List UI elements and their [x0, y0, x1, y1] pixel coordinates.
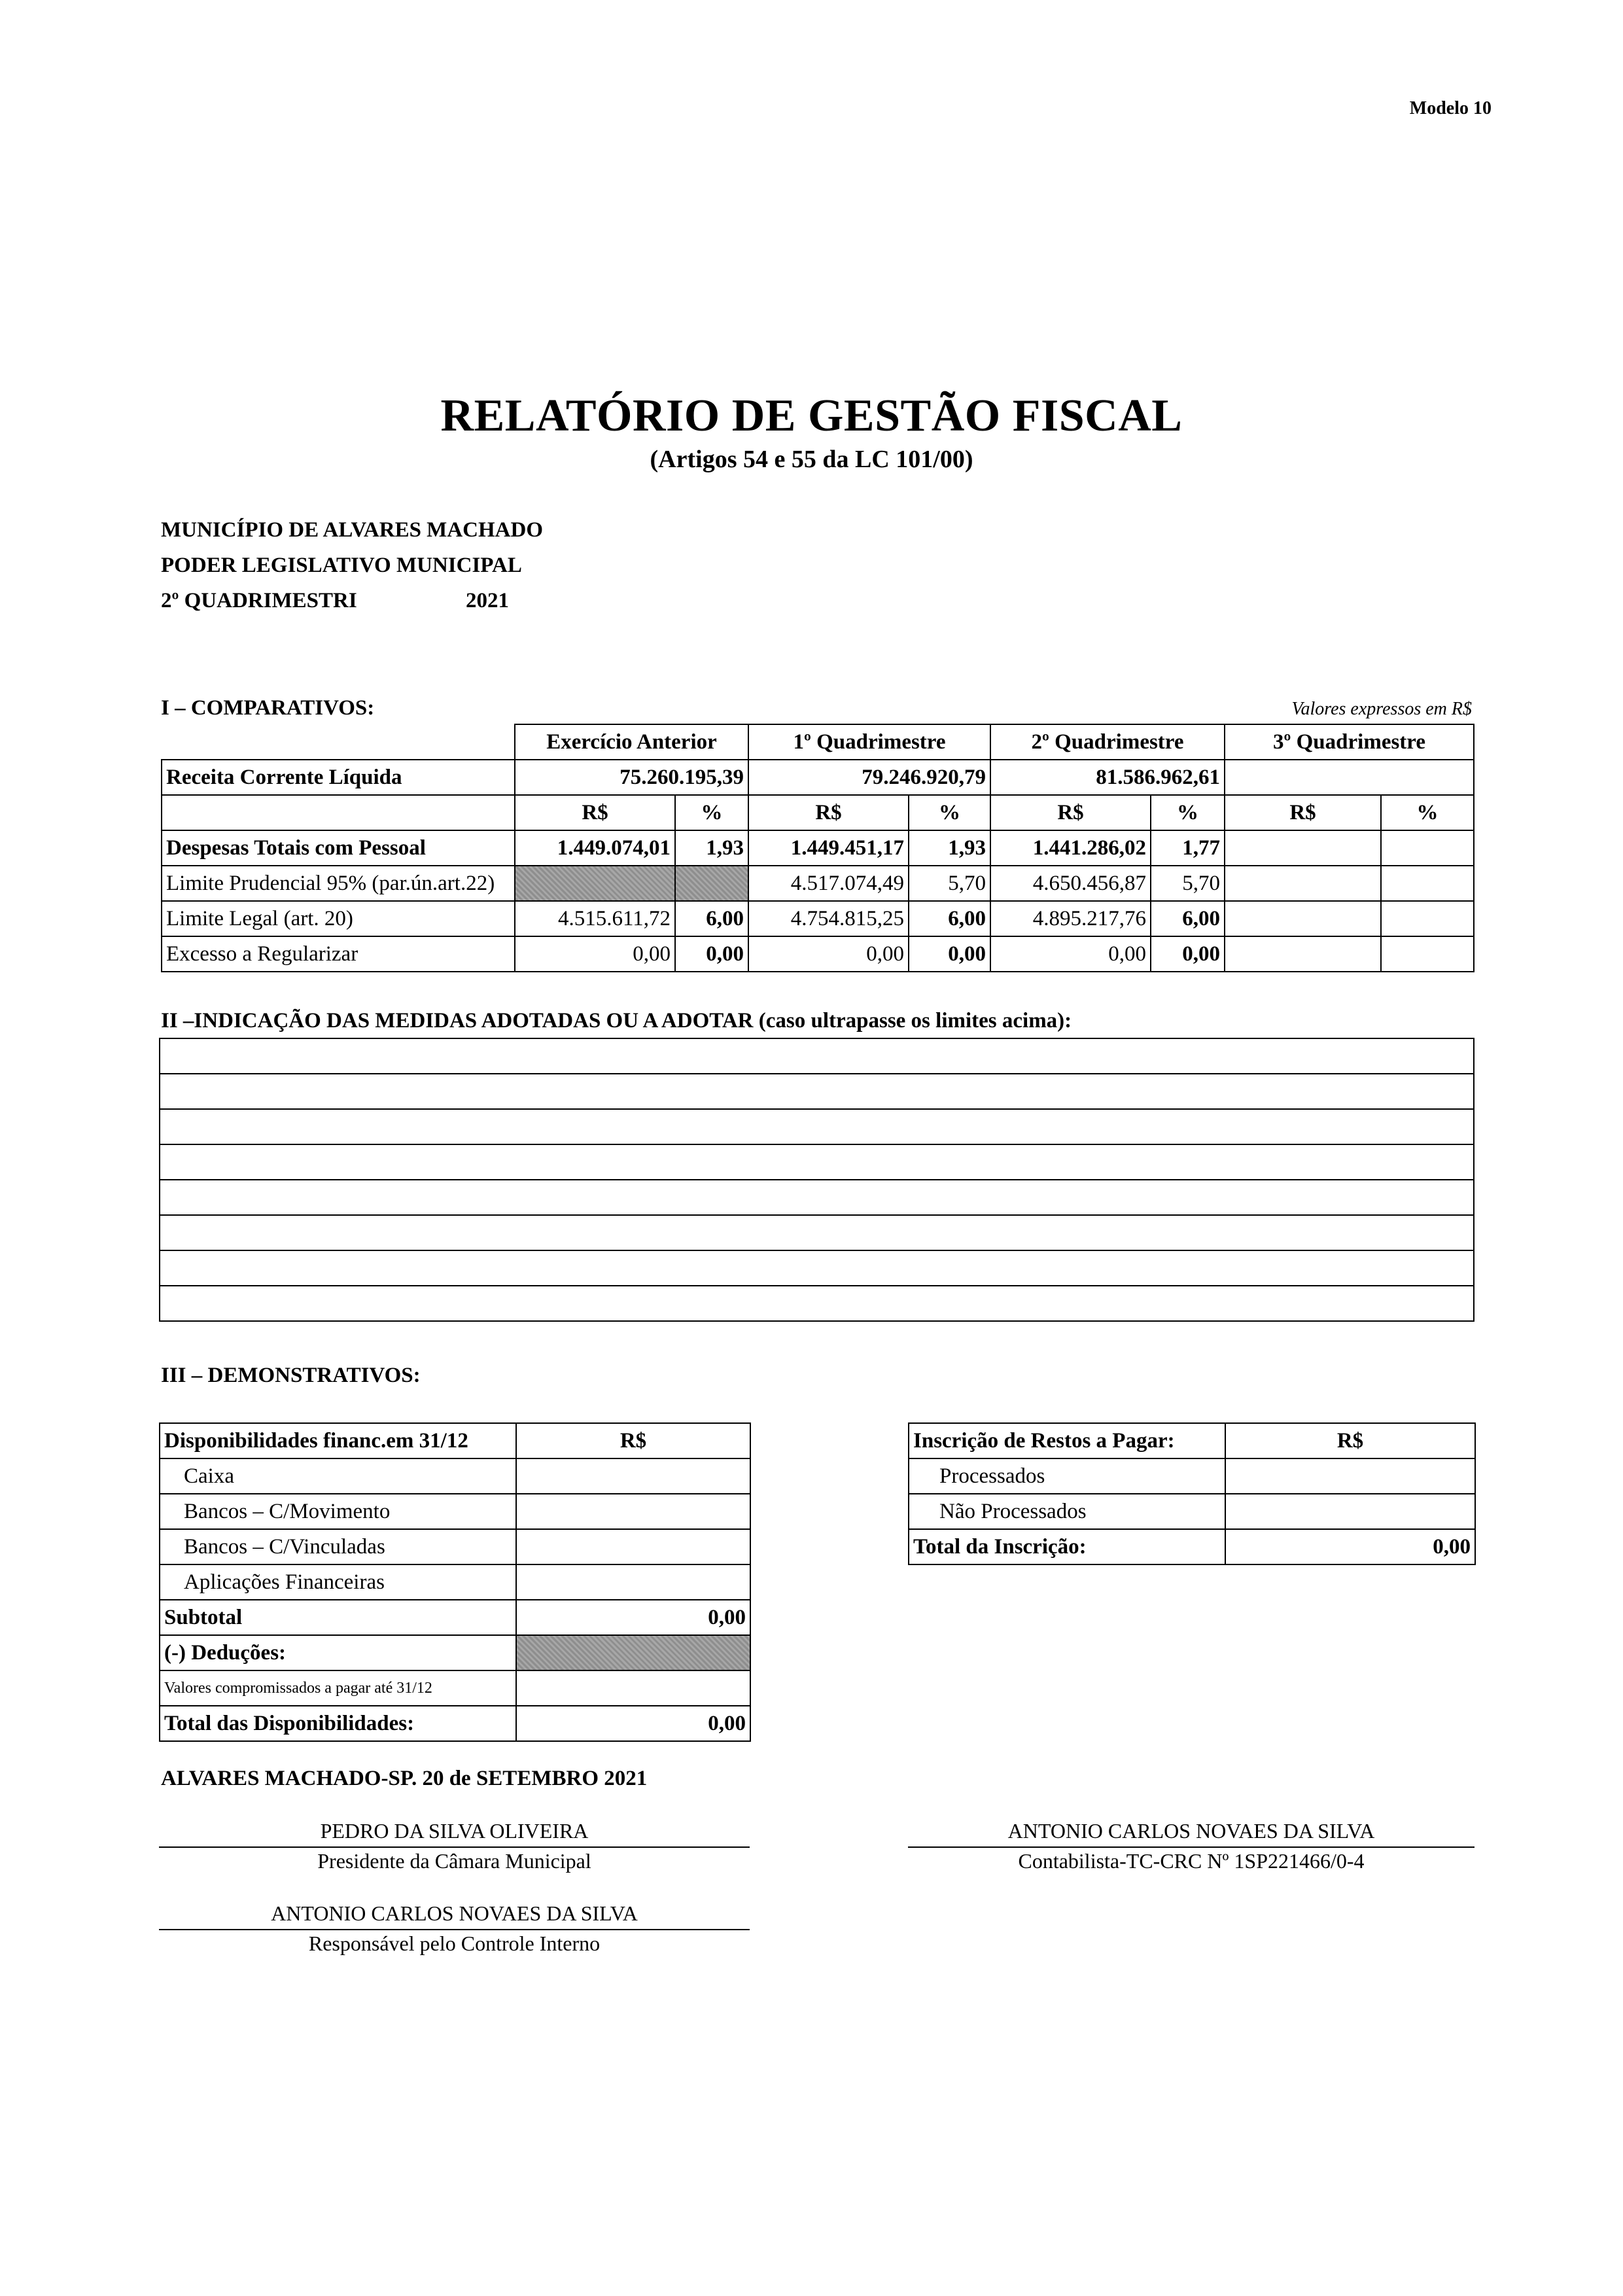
col-rs: R$	[748, 795, 909, 830]
rcl-value: 79.246.920,79	[748, 760, 990, 795]
col-rs: R$	[515, 795, 675, 830]
excesso-row	[162, 936, 1474, 972]
signature-name-control: ANTONIO CARLOS NOVAES DA SILVA	[159, 1901, 750, 1930]
shaded-cell	[675, 866, 748, 901]
medidas-cell[interactable]	[160, 1109, 1474, 1144]
empty-cell	[162, 795, 515, 830]
bancos-vinculadas-value[interactable]	[516, 1529, 750, 1564]
pct-cell: 0,00	[675, 936, 748, 972]
medidas-line[interactable]	[160, 1109, 1474, 1144]
section-medidas-title: II –INDICAÇÃO DAS MEDIDAS ADOTADAS OU A ADOTAR (caso ultrapasse os limites acima):	[161, 1009, 1072, 1033]
empty-cell	[162, 724, 515, 760]
medidas-cell[interactable]	[160, 1286, 1474, 1321]
value-cell: 1.449.074,01	[515, 830, 675, 866]
currency-note: Valores expressos em R$	[1291, 699, 1472, 719]
pct-cell	[1381, 830, 1474, 866]
pct-cell: 5,70	[909, 866, 990, 901]
caixa-value[interactable]	[516, 1458, 750, 1494]
value-cell: 0,00	[515, 936, 675, 972]
medidas-cell[interactable]	[160, 1038, 1474, 1074]
model-number: Modelo 10	[1409, 98, 1492, 118]
col-rs: R$	[990, 795, 1151, 830]
total-disponibilidades-value: 0,00	[516, 1706, 750, 1741]
value-cell	[1225, 830, 1381, 866]
total-inscricao-value: 0,00	[1225, 1529, 1475, 1564]
value-cell: 0,00	[748, 936, 909, 972]
period-header: Exercício Anterior	[515, 724, 748, 760]
pct-cell: 6,00	[909, 901, 990, 936]
medidas-cell[interactable]	[160, 1074, 1474, 1109]
pct-cell: 5,70	[1151, 866, 1225, 901]
value-cell: 4.754.815,25	[748, 901, 909, 936]
inscr-header-label: Inscrição de Restos a Pagar:	[909, 1423, 1225, 1458]
rcl-value: 81.586.962,61	[990, 760, 1225, 795]
period-label: 2º QUADRIMESTRI	[161, 589, 357, 612]
subtotal-label: Subtotal	[160, 1600, 516, 1635]
row-label: Excesso a Regularizar	[162, 936, 515, 972]
medidas-table	[159, 1038, 1475, 1322]
medidas-cell[interactable]	[160, 1215, 1474, 1250]
nao-processados-value[interactable]	[1225, 1494, 1475, 1529]
disponibilidades-table	[159, 1422, 751, 1742]
value-cell	[1225, 936, 1381, 972]
medidas-line[interactable]	[160, 1286, 1474, 1321]
pct-cell	[1381, 936, 1474, 972]
limite-prudencial-row	[162, 866, 1474, 901]
signature-name-president: PEDRO DA SILVA OLIVEIRA	[159, 1819, 750, 1848]
value-cell: 4.515.611,72	[515, 901, 675, 936]
processados-value[interactable]	[1225, 1458, 1475, 1494]
processados-label: Processados	[909, 1458, 1225, 1494]
deducoes-label: (-) Deduções:	[160, 1635, 516, 1670]
rcl-value: 75.260.195,39	[515, 760, 748, 795]
disp-header-label: Disponibilidades financ.em 31/12	[160, 1423, 516, 1458]
bancos-movimento-value[interactable]	[516, 1494, 750, 1529]
col-pct: %	[675, 795, 748, 830]
shaded-cell	[516, 1635, 750, 1670]
disp-header-value: R$	[516, 1423, 750, 1458]
pct-cell: 1,93	[675, 830, 748, 866]
medidas-line[interactable]	[160, 1180, 1474, 1215]
despesas-row	[162, 830, 1474, 866]
medidas-cell[interactable]	[160, 1144, 1474, 1180]
period-year: 2021	[466, 589, 509, 612]
subtotal-value: 0,00	[516, 1600, 750, 1635]
period-header: 3º Quadrimestre	[1225, 724, 1474, 760]
pct-cell: 0,00	[909, 936, 990, 972]
value-cell: 4.517.074,49	[748, 866, 909, 901]
bancos-movimento-label: Bancos – C/Movimento	[160, 1494, 516, 1529]
col-pct: %	[1381, 795, 1474, 830]
medidas-line[interactable]	[160, 1074, 1474, 1109]
medidas-line[interactable]	[160, 1250, 1474, 1286]
row-label: Despesas Totais com Pessoal	[162, 830, 515, 866]
valores-compromissados-label: Valores compromissados a pagar até 31/12	[160, 1670, 516, 1706]
medidas-line[interactable]	[160, 1215, 1474, 1250]
period-header: 2º Quadrimestre	[990, 724, 1225, 760]
bancos-vinculadas-label: Bancos – C/Vinculadas	[160, 1529, 516, 1564]
section-demonstrativos-title: III – DEMONSTRATIVOS:	[161, 1364, 421, 1387]
row-label: Limite Prudencial 95% (par.ún.art.22)	[162, 866, 515, 901]
rcl-row	[162, 760, 1474, 795]
pct-cell: 0,00	[1151, 936, 1225, 972]
medidas-cell[interactable]	[160, 1180, 1474, 1215]
inscr-header-value: R$	[1225, 1423, 1475, 1458]
pct-cell: 6,00	[1151, 901, 1225, 936]
units-row	[162, 795, 1474, 830]
page-subtitle: (Artigos 54 e 55 da LC 101/00)	[650, 446, 973, 473]
medidas-line[interactable]	[160, 1038, 1474, 1074]
nao-processados-label: Não Processados	[909, 1494, 1225, 1529]
medidas-cell[interactable]	[160, 1250, 1474, 1286]
medidas-line[interactable]	[160, 1144, 1474, 1180]
pct-cell	[1381, 866, 1474, 901]
limite-legal-row	[162, 901, 1474, 936]
inscricao-table	[908, 1422, 1476, 1565]
period-header: 1º Quadrimestre	[748, 724, 990, 760]
page-title: RELATÓRIO DE GESTÃO FISCAL	[440, 391, 1183, 441]
caixa-label: Caixa	[160, 1458, 516, 1494]
signature-name-accountant: ANTONIO CARLOS NOVAES DA SILVA	[908, 1819, 1475, 1848]
municipality-name: MUNICÍPIO DE ALVARES MACHADO	[161, 518, 543, 542]
shaded-cell	[515, 866, 675, 901]
col-pct: %	[1151, 795, 1225, 830]
value-cell	[1225, 866, 1381, 901]
row-label: Limite Legal (art. 20)	[162, 901, 515, 936]
valores-compromissados-value[interactable]	[516, 1670, 750, 1706]
total-inscricao-label: Total da Inscrição:	[909, 1529, 1225, 1564]
signature-role-control: Responsável pelo Controle Interno	[308, 1932, 601, 1955]
rcl-value	[1225, 760, 1474, 795]
value-cell: 1.441.286,02	[990, 830, 1151, 866]
value-cell: 4.650.456,87	[990, 866, 1151, 901]
aplicacoes-value[interactable]	[516, 1564, 750, 1600]
rcl-label: Receita Corrente Líquida	[162, 760, 515, 795]
value-cell: 0,00	[990, 936, 1151, 972]
pct-cell: 6,00	[675, 901, 748, 936]
pct-cell	[1381, 901, 1474, 936]
pct-cell: 1,93	[909, 830, 990, 866]
period-header-row	[162, 724, 1474, 760]
total-disponibilidades-label: Total das Disponibilidades:	[160, 1706, 516, 1741]
branch-name: PODER LEGISLATIVO MUNICIPAL	[161, 554, 522, 577]
value-cell	[1225, 901, 1381, 936]
signature-role-accountant: Contabilista-TC-CRC Nº 1SP221466/0-4	[1018, 1849, 1365, 1873]
signature-role-president: Presidente da Câmara Municipal	[317, 1849, 591, 1873]
comparativos-table	[161, 724, 1475, 972]
section-comparativos-title: I – COMPARATIVOS:	[161, 696, 375, 720]
col-rs: R$	[1225, 795, 1381, 830]
col-pct: %	[909, 795, 990, 830]
city-date: ALVARES MACHADO-SP. 20 de SETEMBRO 2021	[161, 1767, 648, 1790]
aplicacoes-label: Aplicações Financeiras	[160, 1564, 516, 1600]
value-cell: 1.449.451,17	[748, 830, 909, 866]
value-cell: 4.895.217,76	[990, 901, 1151, 936]
pct-cell: 1,77	[1151, 830, 1225, 866]
